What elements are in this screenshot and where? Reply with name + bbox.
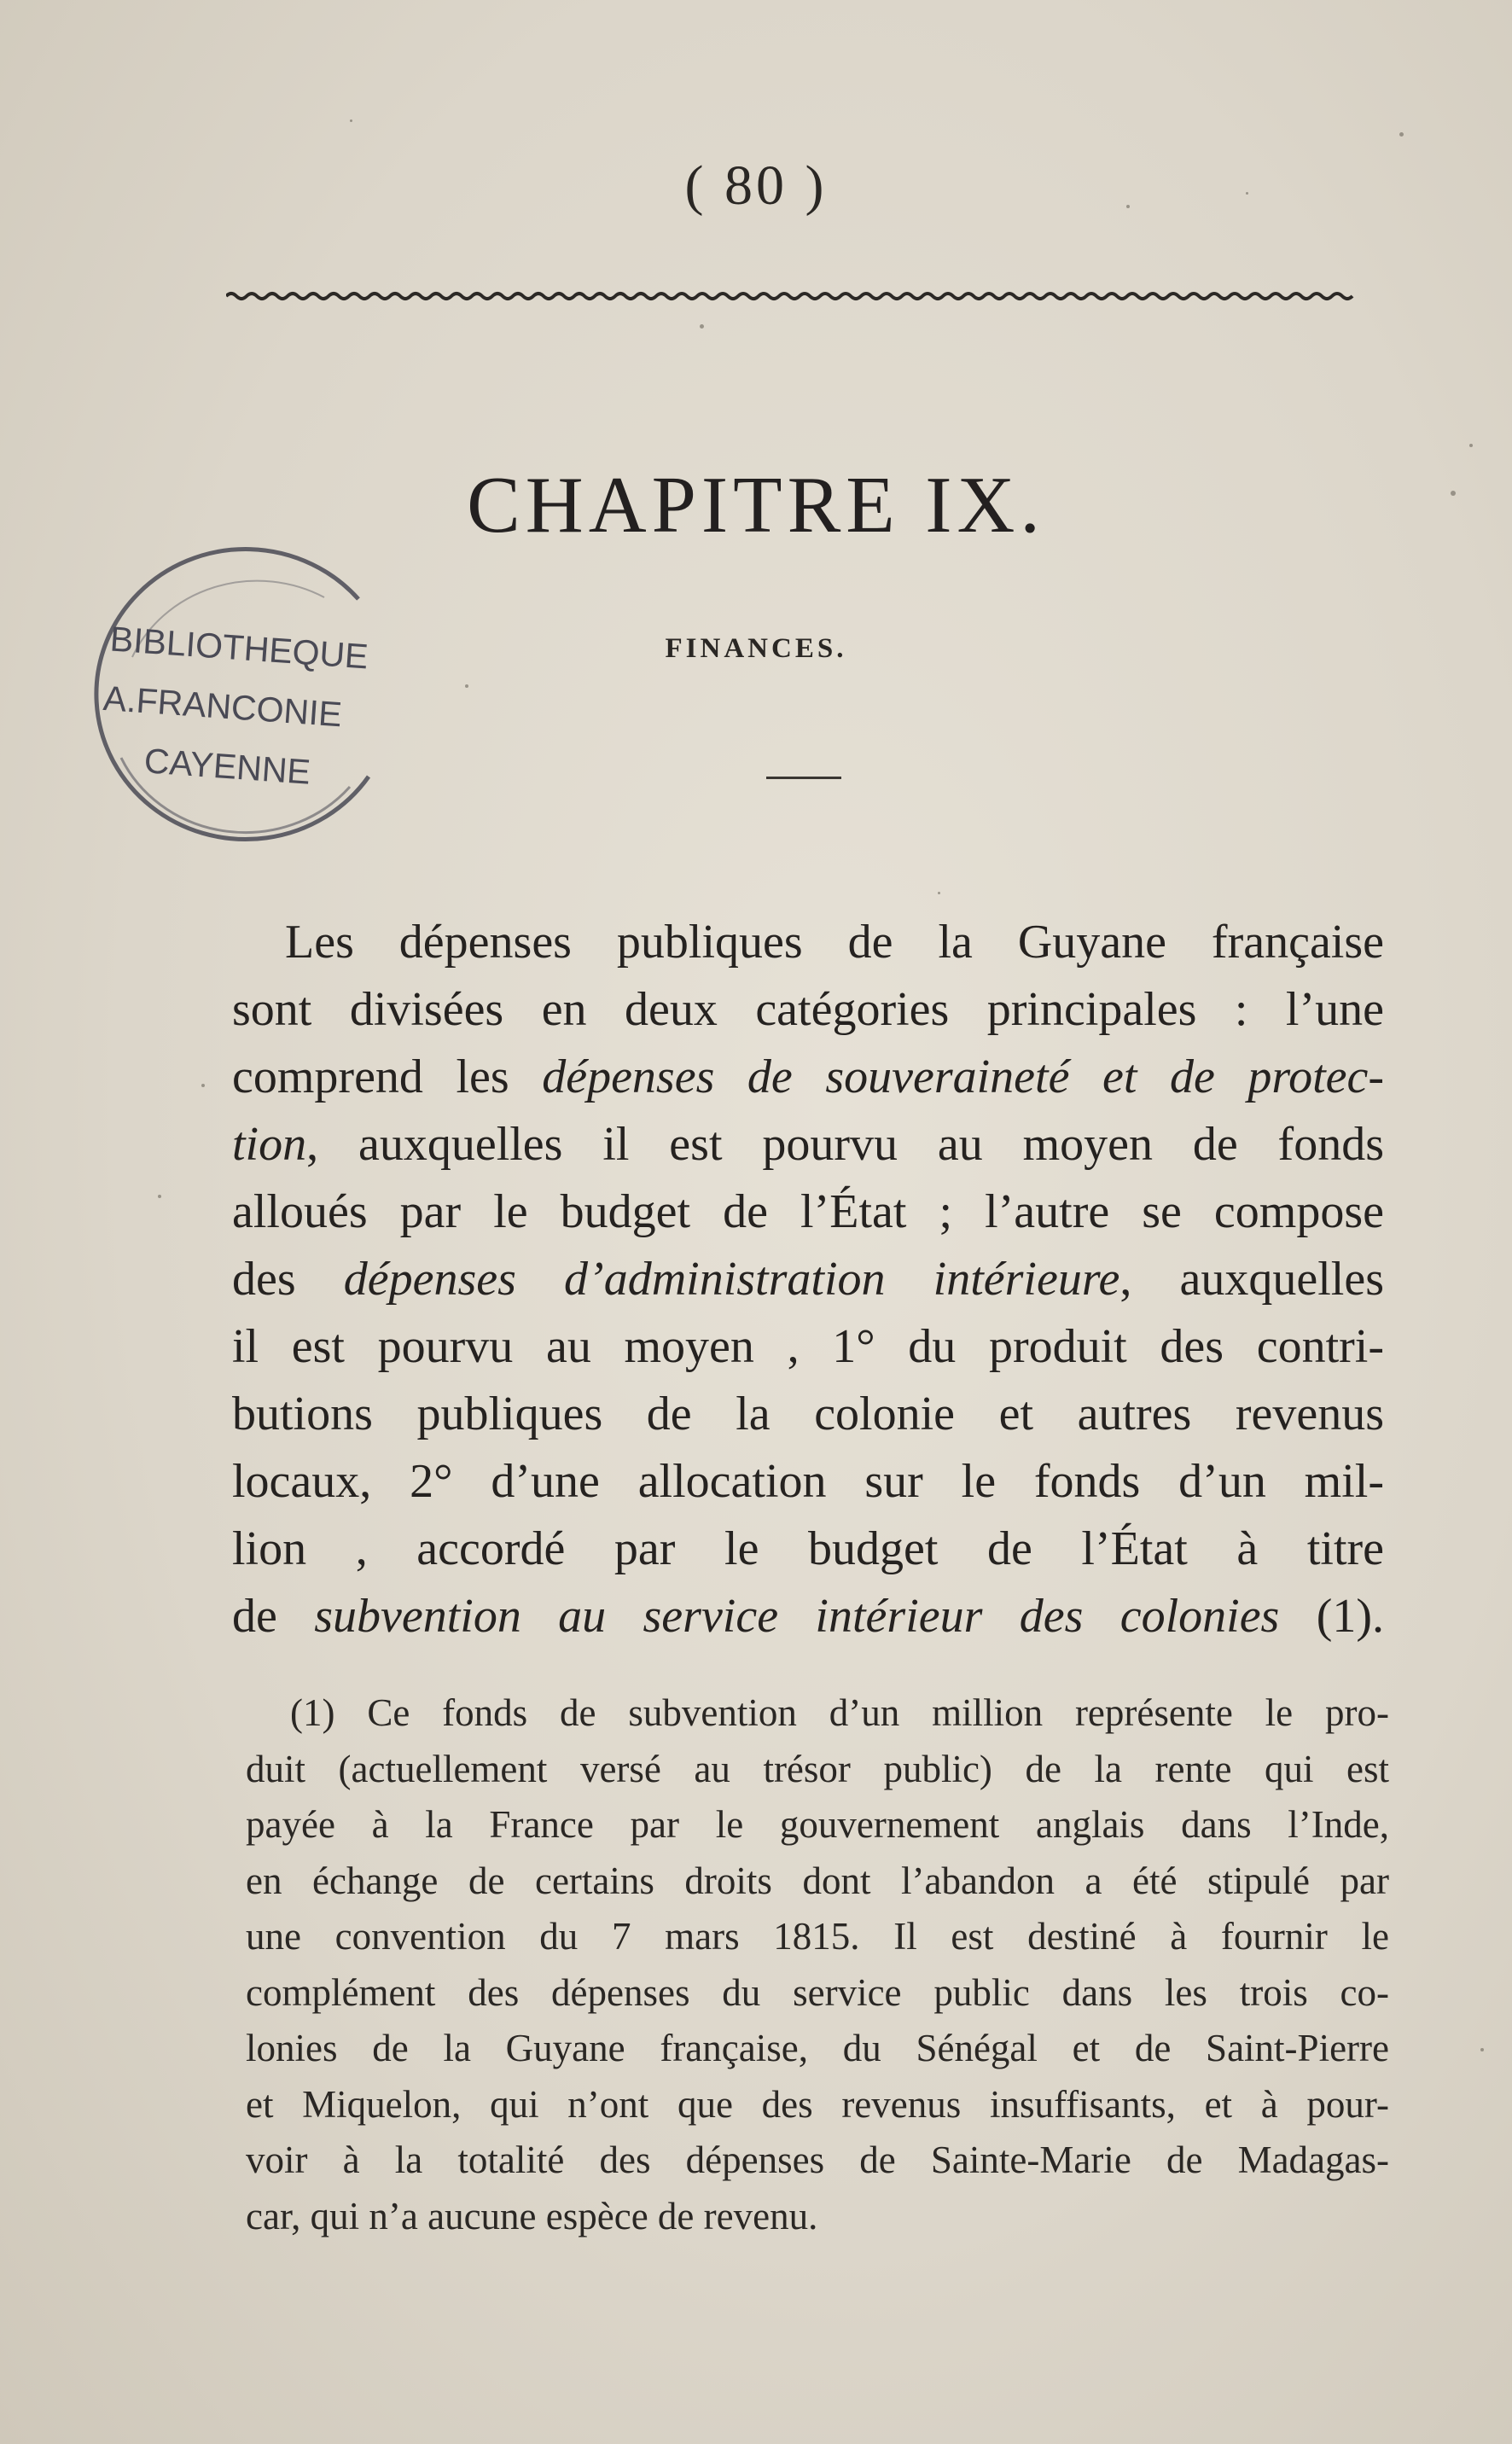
chapter-title: CHAPITRE IX. bbox=[467, 461, 1045, 550]
text-line: voir à la totalité des dépenses de Sainte-Marie de Madagas- bbox=[246, 2138, 1389, 2181]
library-stamp bbox=[68, 521, 410, 862]
text-line: sont divisées en deux catégories principales : l’une bbox=[232, 983, 1384, 1036]
text-line: butions publiques de la colonie et autres revenus bbox=[232, 1388, 1384, 1440]
paper-speck bbox=[1246, 192, 1248, 195]
text-line: en échange de certains droits dont l’abandon a été stipulé par bbox=[246, 1859, 1389, 1902]
paper-speck bbox=[465, 684, 468, 688]
paper-speck bbox=[201, 1084, 205, 1087]
text-line: car, qui n’a aucune espèce de revenu. bbox=[246, 2194, 818, 2237]
text-line: il est pourvu au moyen , 1° du produit des contri- bbox=[232, 1320, 1384, 1373]
decorative-rule bbox=[226, 290, 1357, 302]
text-line: une convention du 7 mars 1815. Il est destiné à fournir le bbox=[246, 1915, 1389, 1958]
text-line: payée à la France par le gouvernement anglais dans l’Inde, bbox=[246, 1803, 1389, 1846]
stamp-line-1: BIBLIOTHEQUE bbox=[108, 619, 370, 677]
text-line: lonies de la Guyane française, du Sénégal et de Saint-Pierre bbox=[246, 2027, 1389, 2069]
paper-speck bbox=[700, 324, 704, 329]
text-line: et Miquelon, qui n’ont que des revenus insuffisants, et à pour- bbox=[246, 2082, 1389, 2126]
text-line: (1) Ce fonds de subvention d’un million représente le pro- bbox=[290, 1691, 1389, 1734]
stamp-line-2: A.FRANCONIE bbox=[102, 678, 344, 735]
section-divider bbox=[766, 777, 841, 779]
footnote bbox=[246, 1685, 1389, 2244]
text-line: alloués par le budget de l’État ; l’autre se compose bbox=[232, 1185, 1384, 1238]
section-title: FINANCES. bbox=[665, 633, 847, 664]
paper-speck bbox=[1451, 491, 1456, 496]
text-line: tion, auxquelles il est pourvu au moyen de fonds bbox=[232, 1118, 1384, 1171]
text-line: comprend les dépenses de souveraineté et de protec- bbox=[232, 1050, 1384, 1103]
paper-speck bbox=[1399, 132, 1404, 137]
paper-speck bbox=[158, 1195, 161, 1198]
paper-speck bbox=[350, 119, 352, 122]
paper-speck bbox=[1126, 205, 1130, 208]
body-paragraph bbox=[232, 909, 1384, 1650]
text-line: lion , accordé par le budget de l’État à titre bbox=[232, 1522, 1384, 1575]
text-line: complément des dépenses du service public dans les trois co- bbox=[246, 1970, 1389, 2014]
paper-speck bbox=[1469, 444, 1473, 447]
text-line: duit (actuellement versé au trésor public) de la rente qui est bbox=[246, 1747, 1389, 1790]
page-number: ( 80 ) bbox=[684, 154, 828, 217]
text-line: locaux, 2° d’une allocation sur le fonds d’un mil- bbox=[232, 1455, 1384, 1508]
text-line: Les dépenses publiques de la Guyane française bbox=[285, 916, 1384, 969]
paper-speck bbox=[1480, 2048, 1484, 2051]
stamp-line-3: CAYENNE bbox=[142, 741, 312, 792]
paper-speck bbox=[938, 892, 940, 894]
text-line: de subvention au service intérieur des colonies (1). bbox=[232, 1590, 1384, 1643]
text-line: des dépenses d’administration intérieure, auxquelles bbox=[232, 1253, 1385, 1306]
